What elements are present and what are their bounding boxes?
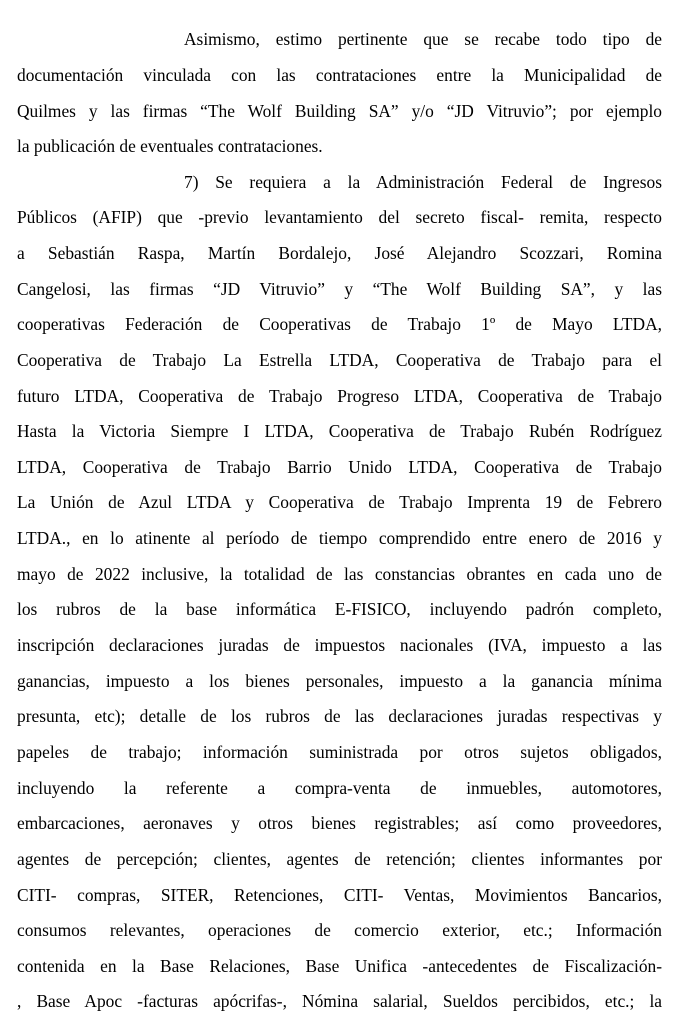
paragraph-2-line-9: LTDA, Cooperativa de Trabajo Barrio Unido LTDA, Cooperativa de Trabajo xyxy=(17,457,662,477)
paragraph-2-line-12: mayo de 2022 inclusive, la totalidad de las constancias obrantes en cada uno de xyxy=(17,564,662,584)
paragraph-2-line-13: los rubros de la base informática E-FISICO, incluyendo padrón completo, xyxy=(17,599,662,619)
paragraph-2-line-19: embarcaciones, aeronaves y otros bienes registrables; así como proveedores, xyxy=(17,813,662,833)
paragraph-2-line-10: La Unión de Azul LTDA y Cooperativa de Trabajo Imprenta 19 de Febrero xyxy=(17,492,662,512)
paragraph-2-line-11: LTDA., en lo atinente al período de tiempo comprendido entre enero de 2016 y xyxy=(17,528,662,548)
paragraph-2-line-24: , Base Apoc -facturas apócrifas-, Nómina salarial, Sueldos percibidos, etc.; la xyxy=(17,991,662,1011)
paragraph-2-line-21: CITI- compras, SITER, Retenciones, CITI- Ventas, Movimientos Bancarios, xyxy=(17,885,662,905)
paragraph-1-line-1: Asimismo, estimo pertinente que se recabe todo tipo de xyxy=(184,29,662,49)
paragraph-2-line-7: futuro LTDA, Cooperativa de Trabajo Progreso LTDA, Cooperativa de Trabajo xyxy=(17,386,662,406)
paragraph-2-line-18: incluyendo la referente a compra-venta de inmuebles, automotores, xyxy=(17,778,662,798)
paragraph-2-line-6: Cooperativa de Trabajo La Estrella LTDA, Cooperativa de Trabajo para el xyxy=(17,350,662,370)
paragraph-1-line-4: la publicación de eventuales contrataciones. xyxy=(17,136,323,156)
paragraph-2-line-20: agentes de percepción; clientes, agentes de retención; clientes informantes por xyxy=(17,849,662,869)
paragraph-1-line-2: documentación vinculada con las contrataciones entre la Municipalidad de xyxy=(17,65,662,85)
paragraph-2-line-4: Cangelosi, las firmas “JD Vitruvio” y “The Wolf Building SA”, y las xyxy=(17,279,662,299)
paragraph-2-line-16: presunta, etc); detalle de los rubros de las declaraciones juradas respectivas y xyxy=(17,706,662,726)
paragraph-2-line-1: 7) Se requiera a la Administración Federal de Ingresos xyxy=(184,172,662,192)
paragraph-2-line-14: inscripción declaraciones juradas de impuestos nacionales (IVA, impuesto a las xyxy=(17,635,662,655)
paragraph-2-line-15: ganancias, impuesto a los bienes personales, impuesto a la ganancia mínima xyxy=(17,671,662,691)
paragraph-2-line-5: cooperativas Federación de Cooperativas de Trabajo 1º de Mayo LTDA, xyxy=(17,314,662,334)
paragraph-2-line-2: Públicos (AFIP) que -previo levantamiento del secreto fiscal- remita, respecto xyxy=(17,207,662,227)
paragraph-1-line-3: Quilmes y las firmas “The Wolf Building SA” y/o “JD Vitruvio”; por ejemplo xyxy=(17,101,662,121)
paragraph-2-line-22: consumos relevantes, operaciones de comercio exterior, etc.; Información xyxy=(17,920,662,940)
paragraph-2-line-23: contenida en la Base Relaciones, Base Unifica -antecedentes de Fiscalización- xyxy=(17,956,662,976)
paragraph-2-line-8: Hasta la Victoria Siempre I LTDA, Cooperativa de Trabajo Rubén Rodríguez xyxy=(17,421,662,441)
paragraph-2-line-17: papeles de trabajo; información suministrada por otros sujetos obligados, xyxy=(17,742,662,762)
paragraph-2-line-3: a Sebastián Raspa, Martín Bordalejo, José Alejandro Scozzari, Romina xyxy=(17,243,662,263)
